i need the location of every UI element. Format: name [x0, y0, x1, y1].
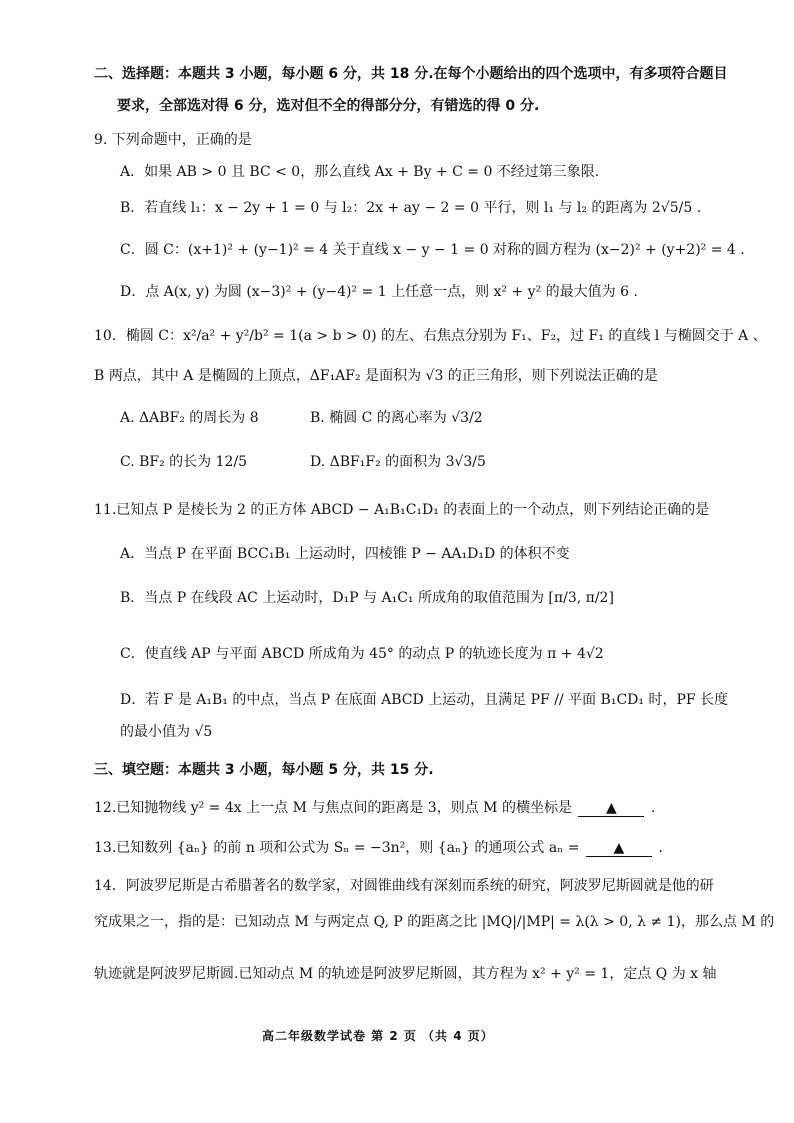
q10-option-a: A. ΔABF₂ 的周长为 8: [120, 410, 259, 426]
q11-option-c: C．使直线 AP 与平面 ABCD 所成角为 45° 的动点 P 的轨迹长度为 π + 4√2: [120, 646, 604, 662]
q10-stem-line1: 10．椭圆 C：x²/a² + y²/b² = 1(a > b > 0) 的左、右焦点分别为 F₁、F₂，过 F₁ 的直线 l 与椭圆交于 A 、: [94, 328, 767, 344]
q12-end: .: [650, 800, 656, 816]
q14-line3: 轨迹就是阿波罗尼斯圆.已知动点 M 的轨迹是阿波罗尼斯圆，其方程为 x² + y² = 1，定点 Q 为 x 轴: [94, 966, 717, 982]
q13-answer-blank: ▲: [586, 840, 652, 857]
q9-option-b: B．若直线 l₁：x − 2y + 1 = 0 与 l₂：2x + ay − 2 = 0 平行，则 l₁ 与 l₂ 的距离为 2√5/5 .: [120, 200, 702, 216]
q9-option-c: C．圆 C：(x+1)² + (y−1)² = 4 关于直线 x − y − 1 = 0 对称的圆方程为 (x−2)² + (y+2)² = 4 .: [120, 242, 745, 258]
q11-option-b: B．当点 P 在线段 AC 上运动时，D₁P 与 A₁C₁ 所成角的取值范围为 [π/3, π/2]: [120, 590, 614, 606]
q10-option-d: D. ΔBF₁F₂ 的面积为 3√3/5: [310, 454, 486, 470]
section2-header-line2: 要求，全部选对得 6 分，选对但不全的得部分分，有错选的得 0 分.: [117, 98, 540, 114]
page-footer: 高二年级数学试卷 第 2 页 （共 4 页）: [262, 1029, 494, 1043]
q13: [94, 838, 663, 858]
section2-header-line1: 二、选择题：本题共 3 小题，每小题 6 分，共 18 分.在每个小题给出的四个选项中，有多项符合题目: [94, 66, 728, 82]
q10-option-b: B. 椭圆 C 的离心率为 √3/2: [310, 410, 483, 426]
q9-option-a: A．如果 AB > 0 且 BC < 0，那么直线 Ax + By + C = 0 不经过第三象限.: [120, 164, 600, 180]
q13-end: .: [658, 840, 663, 856]
q9-stem: 9. 下列命题中，正确的是: [94, 132, 252, 148]
q12-text: 12.已知抛物线 y² = 4x 上一点 M 与焦点间的距离是 3，则点 M 的横坐标是: [94, 800, 572, 816]
q14-line2: 究成果之一，指的是：已知动点 M 与两定点 Q, P 的距离之比 |MQ|/|MP| = λ(λ > 0, λ ≠ 1)，那么点 M 的: [94, 914, 775, 930]
q9-option-d: D．点 A(x, y) 为圆 (x−3)² + (y−4)² = 1 上任意一点，则 x² + y² 的最大值为 6 .: [120, 284, 638, 300]
q11-option-d-line2: 的最小值为 √5: [120, 724, 213, 740]
q13-text: 13.已知数列 {aₙ} 的前 n 项和公式为 Sₙ = −3n²，则 {aₙ} 的通项公式 aₙ =: [94, 840, 580, 856]
q10-stem-line2: B 两点，其中 A 是椭圆的上顶点，ΔF₁AF₂ 是面积为 √3 的正三角形，则下列说法正确的是: [94, 368, 658, 384]
q14-line1: 14．阿波罗尼斯是古希腊著名的数学家，对圆锥曲线有深刻而系统的研究，阿波罗尼斯圆就是他的研: [94, 878, 714, 894]
q11-stem: 11.已知点 P 是棱长为 2 的正方体 ABCD − A₁B₁C₁D₁ 的表面上的一个动点，则下列结论正确的是: [94, 502, 710, 518]
section3-header: 三、填空题：本题共 3 小题，每小题 5 分，共 15 分.: [94, 762, 434, 778]
q12-answer-blank: ▲: [578, 800, 644, 817]
q10-option-c: C. BF₂ 的长为 12/5: [120, 454, 248, 470]
q12: [94, 798, 655, 818]
q11-option-a: A．当点 P 在平面 BCC₁B₁ 上运动时，四棱锥 P − AA₁D₁D 的体积不变: [120, 546, 570, 562]
q11-option-d-line1: D．若 F 是 A₁B₁ 的中点，当点 P 在底面 ABCD 上运动，且满足 PF // 平面 B₁CD₁ 时，PF 长度: [120, 692, 729, 708]
